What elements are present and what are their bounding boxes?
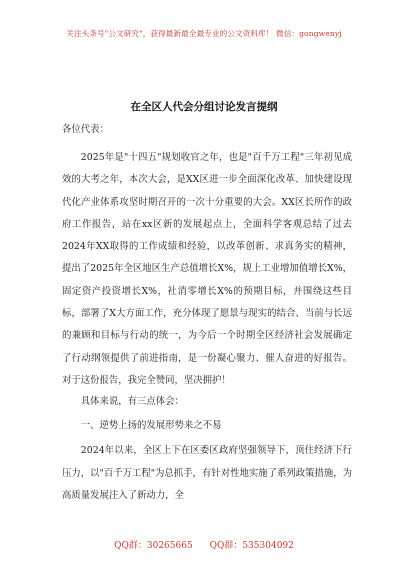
- paragraph-section-1: 2024年以来，全区上下在区委区政府坚强领导下，顶住经济下行压力，以"百千万工程"为总抓手，有针对性地实施了系列政策措施，为高质量发展注入了新动力，全: [62, 445, 352, 501]
- paragraph-intro: 2025年是"十四五"规划收官之年，也是"百千万工程"三年初见成效的大考之年，本次大会，是XX区进一步全面深化改革、加快建设现代化产业体系攻坚时期召开的一次十分重要的大会。XX区长所作的政府工作报告，站在xx区新的发展起点上，全面科学客观总结了过去2024年XX取得的工作成绩和经验，以改革创新、求真务实的精神，提出了2025年全区地区生产总值增长X%，规上工业增加值增长X%，固定资产投资增长X%，社消零增长X%的预期目标，并围绕这些目标，部署了X大方面工作，充分体现了愿景与现实的结合、当前与长远的兼顾和目标与行动的统一，为今后一个时期全区经济社会发展确定了行动纲领提供了前进指南，是一份凝心聚力、催人奋进的好报告。对于这份报告，我完全赞同，坚决拥护！: [62, 152, 352, 386]
- qq-group-1: QQ群：30265665: [114, 541, 193, 551]
- greeting: 各位代表：: [62, 124, 109, 135]
- header-note: 关注头条号"公文研究"，获得最新最全最专业的公文资料库！ 微信：gongwenyj: [66, 29, 342, 38]
- section-heading-1: 一、逆势上扬的发展形势来之不易: [80, 420, 222, 432]
- footer-qq-groups: [0, 538, 408, 551]
- document-body: [62, 121, 352, 507]
- qq-group-2: QQ群：535304092: [209, 541, 294, 551]
- document-title: 在全区人代会分组讨论发言提纲: [130, 101, 278, 113]
- paragraph-experience: 具体来说，有三点体会：: [80, 396, 184, 408]
